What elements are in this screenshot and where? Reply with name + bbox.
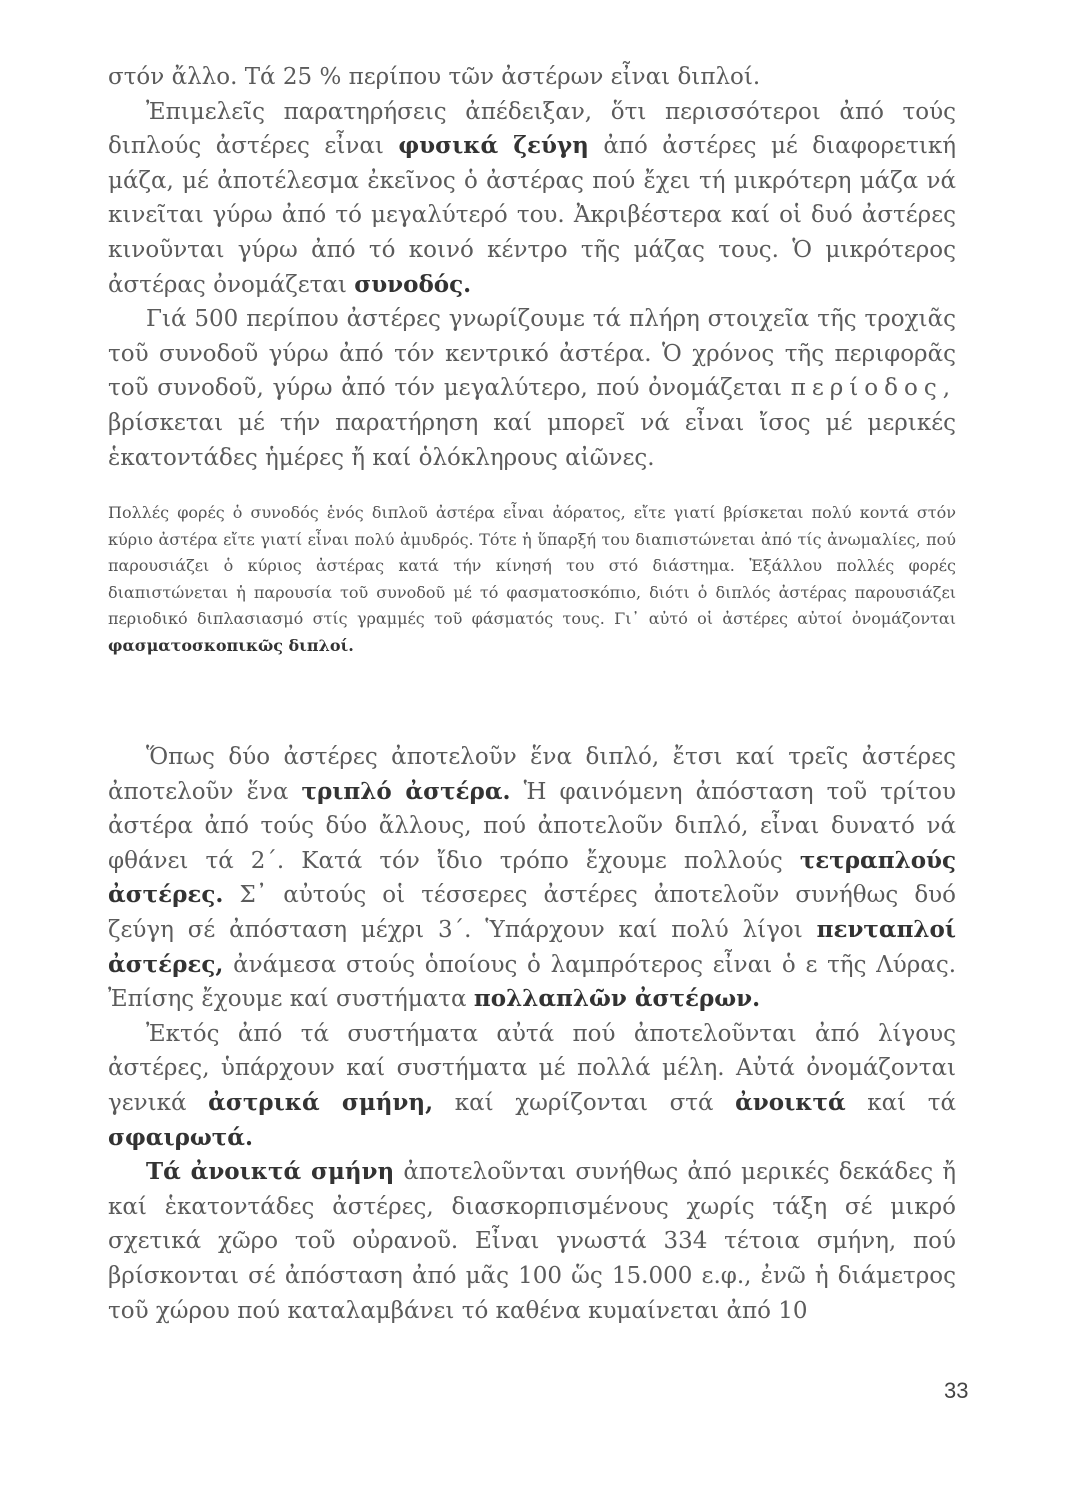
paragraph-5: Ἐκτός ἀπό τά συστήματα αὐτά πού ἀποτελοῦνται ἀπό λίγους ἀστέρες, ὑπάρχουν καί συστήματα μέ πολλά μέλη. Αὐτά ὀνομάζονται γενικά ἀστρικά σμήνη, καί χωρίζονται στά ἀνοικτά καί τά σφαιρωτά. (108, 1020, 956, 1151)
paragraph-3: Γιά 500 περίπου ἀστέρες γνωρίζουμε τά πλήρη στοιχεῖα τῆς τροχιᾶς τοῦ συνοδοῦ γύρω ἀπό τόν κεντρικό ἀστέρα. Ὁ χρόνος τῆς περιφορᾶς τοῦ συνοδοῦ, γύρω ἀπό τόν μεγαλύτερο, πού ὀνομάζεται περίοδος, βρίσκεται μέ τήν παρατήρηση καί μπορεῖ νά εἶναι ἴσος μέ μερικές ἑκατοντάδες ἡμέρες ἤ καί ὁλόκληρους αἰῶνες. (108, 306, 957, 471)
bold-term-multiple-stars: πολλαπλῶν ἀστέρων. (473, 985, 761, 1013)
note-section (108, 500, 956, 660)
bold-term-quintuple-stars: πενταπλοί ἀστέρες, (108, 915, 957, 978)
paragraph-1: στόν ἄλλο. Τά 25 % περίπου τῶν ἀστέρων εἶναι διπλοί. (108, 64, 761, 90)
bold-term-spectroscopic-binaries: φασματοσκοπικῶς διπλοί. (108, 635, 354, 655)
top-section (108, 60, 956, 475)
bold-term-quadruple-stars: τετραπλούς ἀστέρες. (108, 846, 957, 909)
bold-term-open: ἀνοικτά (735, 1088, 846, 1116)
bold-term-globular: σφαιρωτά. (108, 1123, 253, 1151)
bold-term-physical-pairs: φυσικά ζεύγη (398, 132, 589, 160)
bottom-section (108, 740, 956, 1328)
bold-term-open-clusters: Τά ἀνοικτά σμήνη (146, 1158, 395, 1186)
paragraph-6: Τά ἀνοικτά σμήνη ἀποτελοῦνται συνήθως ἀπό μερικές δεκάδες ἤ καί ἑκατοντάδες ἀστέρες, διασκορπισμένους χωρίς τάξη σέ μικρό σχετικά χῶρο τοῦ οὐρανοῦ. Εἶναι γνωστά 334 τέτοια σμήνη, πού βρίσκονται σέ ἀπόσταση ἀπό μᾶς 100 ὥς 15.000 ε.φ., ἐνῶ ἡ διάμετρος τοῦ χώρου πού καταλαμβάνει τό καθένα κυμαίνεται ἀπό 10 (108, 1158, 956, 1324)
bold-term-star-clusters: ἀστρικά σμήνη, (208, 1088, 434, 1116)
bold-term-triple-star: τριπλό ἀστέρα. (301, 777, 511, 805)
bold-term-companion: συνοδός. (354, 270, 472, 298)
paragraph-4: Ὅπως δύο ἀστέρες ἀποτελοῦν ἕνα διπλό, ἔτσι καί τρεῖς ἀστέρες ἀποτελοῦν ἕνα τριπλό ἀστέρα. Ἡ φαινόμενη ἀπόσταση τοῦ τρίτου ἀστέρα ἀπό τούς δύο ἄλλους, πού ἀποτελοῦν διπλό, εἶναι δυνατό νά φθάνει τά 2΄. Κατά τόν ἴδιο τρόπο ἔχουμε πολλούς τετραπλούς ἀστέρες. Σ᾽ αὐτούς οἱ τέσσερες ἀστέρες ἀποτελοῦν συνήθως δυό ζεύγη σέ ἀπόσταση μέχρι 3΄. Ὑπάρχουν καί πολύ λίγοι πενταπλοί ἀστέρες, ἀνάμεσα στούς ὁποίους ὁ λαμπρότερος εἶναι ὁ ε τῆς Λύρας. Ἐπίσης ἔχουμε καί συστήματα πολλαπλῶν ἀστέρων. (108, 744, 957, 1013)
paragraph-2: Ἐπιμελεῖς παρατηρήσεις ἀπέδειξαν, ὅτι περισσότεροι ἀπό τούς διπλούς ἀστέρες εἶναι φυσικά ζεύγη ἀπό ἀστέρες μέ διαφορετική μάζα, μέ ἀποτέλεσμα ἐκεῖνος ὁ ἀστέρας πού ἔχει τή μικρότερη μάζα νά κινεῖται γύρω ἀπό τό μεγαλύτερό του. Ἀκριβέστερα καί οἱ δυό ἀστέρες κινοῦνται γύρω ἀπό τό κοινό κέντρο τῆς μάζας τους. Ὁ μικρότερος ἀστέρας ὀνομάζεται συνοδός. (108, 98, 956, 298)
note-paragraph: Πολλές φορές ὁ συνοδός ἑνός διπλοῦ ἀστέρα εἶναι ἀόρατος, εἴτε γιατί βρίσκεται πολύ κοντά στόν κύριο ἀστέρα εἴτε γιατί εἶναι πολύ ἀμυδρός. Τότε ἡ ὕπαρξή του διαπιστώνεται ἀπό τίς ἀνωμαλίες, πού παρουσιάζει ὁ κύριος ἀστέρας κατά τήν κίνησή του στό διάστημα. Ἐξάλλου πολλές φορές διαπιστώνεται ἡ παρουσία τοῦ συνοδοῦ μέ τό φασματοσκόπιο, διότι ὁ διπλός ἀστέρας παρουσιάζει περιοδικό διπλασιασμό στίς γραμμές τοῦ φάσματός τους. Γι᾽ αὐτό οἱ ἀστέρες αὐτοί ὀνομάζονται φασματοσκοπικῶς διπλοί. (108, 503, 956, 655)
spaced-term-period: περίοδος, (790, 375, 957, 402)
page-number: 33 (944, 1378, 969, 1403)
